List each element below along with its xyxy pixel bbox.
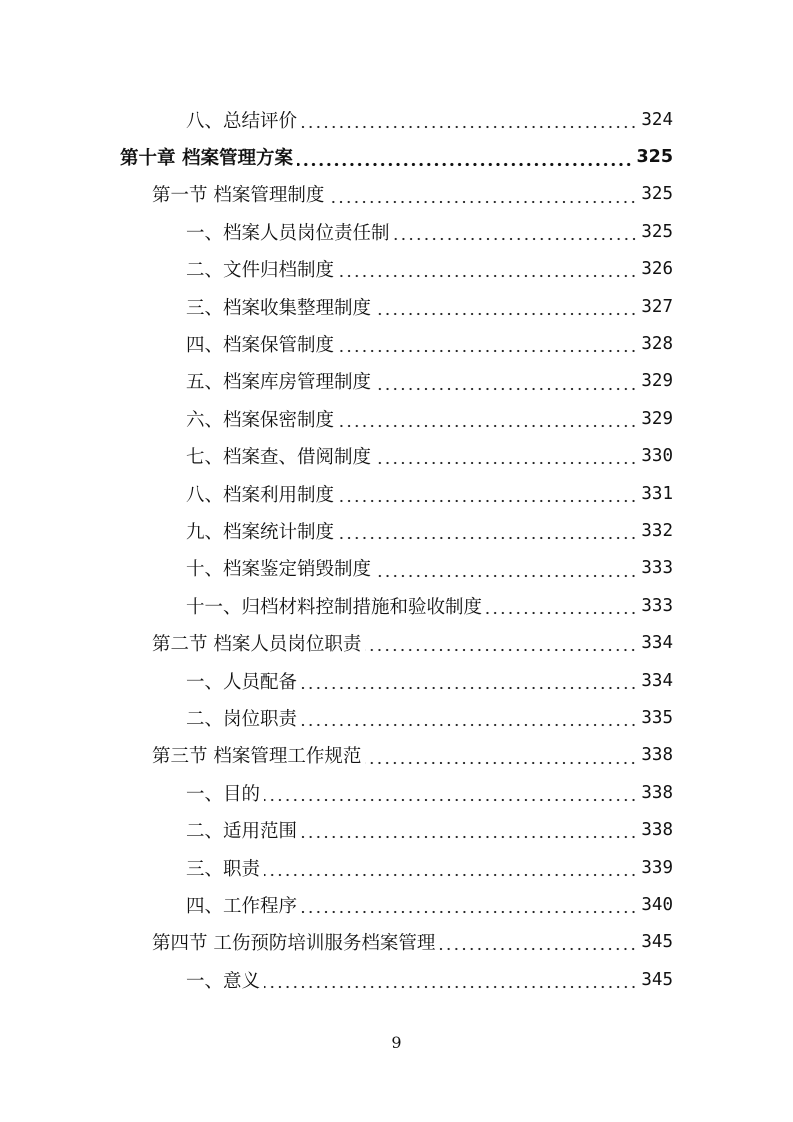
toc-entry-title: 一、档案人员岗位责任制 [186,222,390,244]
toc-entry-title: 八、总结评价 [186,110,298,132]
page-number: 9 [391,1033,402,1052]
toc-entry-page-number: 333 [641,595,673,616]
toc-entry-page-number: 324 [641,109,673,130]
toc-entry-page-number: 340 [641,894,673,915]
toc-item-entry[interactable] [0,512,793,549]
toc-item-entry[interactable] [0,774,793,811]
toc-item-entry[interactable] [0,587,793,624]
toc-entry-page-number: 334 [641,670,673,691]
toc-entry-page-number: 328 [641,334,673,355]
toc-entry-title: 三、职责 [186,858,261,880]
toc-item-entry[interactable] [0,849,793,886]
toc-dot-leader [264,970,637,989]
toc-entry-page-number: 326 [641,259,673,280]
toc-item-entry[interactable] [0,363,793,400]
toc-dot-leader [375,297,637,316]
toc-dot-leader [439,933,637,952]
toc-entry-title: 九、档案统计制度 [186,521,335,543]
toc-dot-leader [301,896,637,915]
toc-chapter-entry[interactable] [0,138,793,175]
toc-entry-page-number: 345 [641,969,673,990]
toc-item-entry[interactable] [0,662,793,699]
toc-dot-leader [297,148,633,167]
toc-section-entry[interactable] [0,624,793,661]
toc-entry-page-number: 329 [641,371,673,392]
toc-dot-leader [338,335,637,354]
toc-item-entry[interactable] [0,400,793,437]
toc-entry-title: 二、文件归档制度 [186,260,335,282]
toc-item-entry[interactable] [0,811,793,848]
toc-dot-leader [486,597,637,616]
toc-dot-leader [338,484,637,503]
toc-section-entry[interactable] [0,924,793,961]
toc-entry-title: 二、适用范围 [186,821,298,843]
toc-section-entry[interactable] [0,176,793,213]
toc-dot-leader [394,223,638,242]
toc-dot-leader [264,858,637,877]
toc-dot-leader [328,185,637,204]
toc-dot-leader [338,260,637,279]
toc-entry-page-number: 338 [641,782,673,803]
toc-item-entry[interactable] [0,475,793,512]
toc-dot-leader [301,110,637,129]
toc-entry-title: 第三节 档案管理工作规范 [152,746,362,768]
toc-entry-title: 十、档案鉴定销毁制度 [186,559,372,581]
toc-entry-page-number: 325 [641,184,673,205]
toc-entry-title: 四、档案保管制度 [186,335,335,357]
toc-dot-leader [375,559,637,578]
toc-item-entry[interactable] [0,325,793,362]
toc-entry-title: 一、意义 [186,970,261,992]
toc-entry-title: 第四节 工伤预防培训服务档案管理 [152,933,436,955]
toc-entry-title: 八、档案利用制度 [186,484,335,506]
toc-dot-leader [264,783,637,802]
toc-entry-title: 一、人员配备 [186,671,298,693]
toc-dot-leader [301,821,637,840]
toc-entry-title: 第十章 档案管理方案 [120,148,293,170]
toc-entry-page-number: 345 [641,932,673,953]
toc-dot-leader [338,410,637,429]
toc-dot-leader [301,671,637,690]
toc-entry-title: 十一、归档材料控制措施和验收制度 [186,596,483,618]
toc-section-entry[interactable] [0,737,793,774]
toc-entry-page-number: 332 [641,520,673,541]
toc-item-entry[interactable] [0,438,793,475]
toc-item-entry[interactable] [0,886,793,923]
toc-entry-title: 一、目的 [186,783,261,805]
toc-entry-page-number: 325 [636,147,673,168]
toc-entry-title: 六、档案保密制度 [186,409,335,431]
toc-dot-leader [338,522,637,541]
toc-item-entry[interactable] [0,213,793,250]
toc-entry-title: 三、档案收集整理制度 [186,297,372,319]
toc-entry-page-number: 335 [641,707,673,728]
toc-dot-leader [365,634,637,653]
toc-item-entry[interactable] [0,251,793,288]
toc-item-entry[interactable] [0,961,793,998]
toc-item-entry[interactable] [0,288,793,325]
toc-dot-leader [375,447,637,466]
toc-dot-leader [375,372,637,391]
toc-entry-page-number: 331 [641,483,673,504]
toc-entry-title: 五、档案库房管理制度 [186,372,372,394]
toc-entry-page-number: 333 [641,558,673,579]
toc-item-entry[interactable] [0,550,793,587]
toc-entry-page-number: 330 [641,446,673,467]
table-of-contents [0,101,793,998]
toc-item-entry[interactable] [0,699,793,736]
toc-entry-page-number: 338 [641,745,673,766]
toc-entry-page-number: 327 [641,296,673,317]
toc-entry-title: 第二节 档案人员岗位职责 [152,634,362,656]
toc-entry-title: 七、档案查、借阅制度 [186,447,372,469]
toc-entry-title: 第一节 档案管理制度 [152,185,325,207]
toc-item-entry[interactable] [0,101,793,138]
toc-dot-leader [365,746,637,765]
toc-entry-page-number: 329 [641,408,673,429]
toc-dot-leader [301,709,637,728]
toc-entry-title: 二、岗位职责 [186,708,298,730]
toc-entry-page-number: 339 [641,857,673,878]
toc-entry-title: 四、工作程序 [186,895,298,917]
toc-entry-page-number: 325 [641,221,673,242]
toc-entry-page-number: 338 [641,820,673,841]
toc-entry-page-number: 334 [641,633,673,654]
